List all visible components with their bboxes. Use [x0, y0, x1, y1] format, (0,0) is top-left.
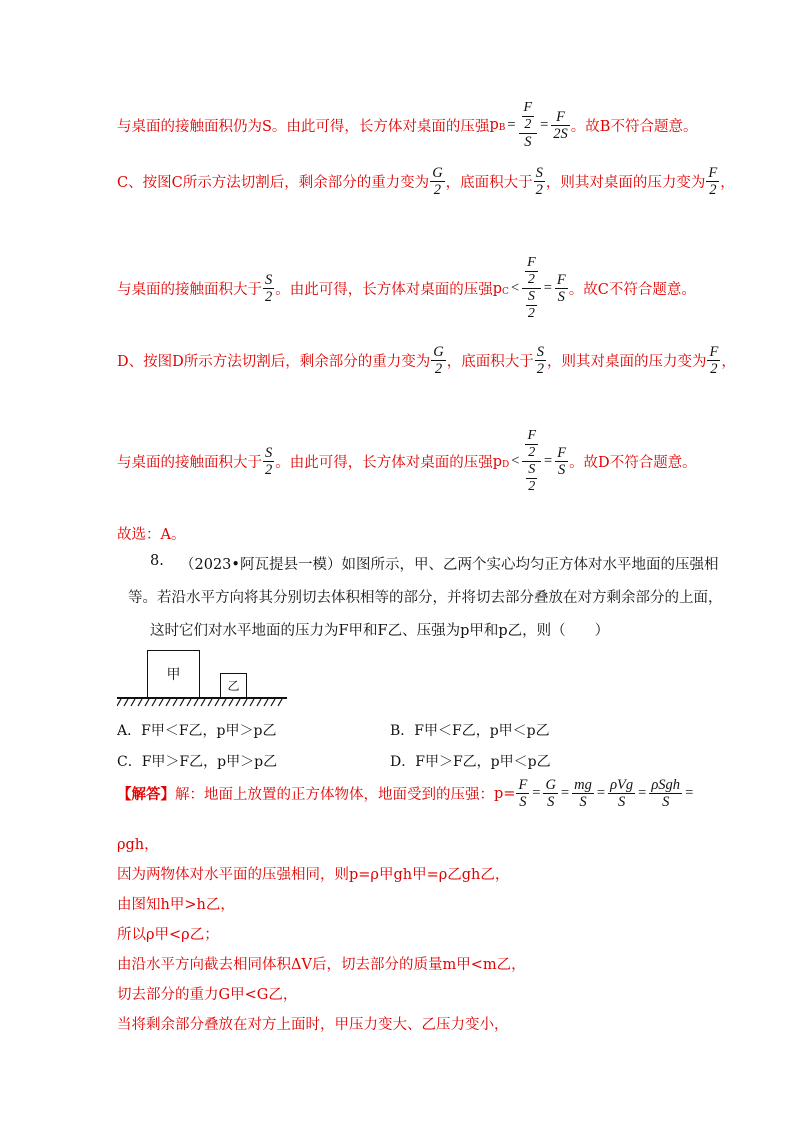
question-line-1: （2023•阿瓦提县一模）如图所示，甲、乙两个实心均匀正方体对水平地面的压强相	[180, 557, 719, 573]
fraction-f-over-2: $\frac{F}{2}$	[708, 165, 718, 198]
p-equals: p=	[494, 785, 516, 802]
line-c2-suffix: 。故C不符合题意。	[568, 282, 696, 298]
less-than-sign: <	[511, 453, 520, 469]
fraction-rhosgh-over-s: $\frac{\text{ρSgh}}{S}$	[651, 777, 681, 810]
line-d2-prefix: 与桌面的接触面积大于	[117, 455, 262, 471]
fraction-f-over-2: $\frac{F}{2}$	[709, 344, 719, 377]
solution-head: 【解答】	[117, 786, 175, 803]
cube-jia: 甲	[147, 650, 200, 698]
answer-previous: 故选：A。	[117, 527, 186, 543]
line-c-mid2: ，则其对桌面的压力变为	[545, 175, 706, 191]
equals-sign: =	[507, 116, 516, 133]
solution-rhogh: ρgh，	[117, 837, 159, 853]
solution-intro: 解：地面上放置的正方体物体，地面受到的压强：	[175, 787, 494, 803]
less-than-sign: <	[510, 280, 520, 296]
equals-sign: =	[543, 280, 552, 296]
line-d2-suffix: 。故D不符合题意。	[569, 455, 697, 471]
fraction-g-over-s: $\frac{G}{S}$	[545, 777, 556, 810]
compound-fraction: $\frac{\frac{F}{2}}{\frac{S}{2}}$	[522, 428, 541, 495]
solution-line-1: 因为两物体对水平面的压强相同，则p=ρ甲gh甲=ρ乙gh乙，	[117, 867, 510, 883]
option-a[interactable]: A．F甲＜F乙，p甲＞p乙	[117, 723, 277, 739]
line-b-suffix: 。故B不符合题意。	[570, 118, 698, 135]
solution-line-2: 由图知h甲>h乙，	[117, 897, 235, 913]
line-c-mid1: ，底面积大于	[445, 175, 533, 191]
line-c2-mid: 。由此可得，长方体对桌面的压强	[275, 282, 493, 298]
equals-sign: =	[638, 785, 647, 801]
line-d-text: D、按图D所示方法切割后，剩余部分的重力变为	[117, 354, 431, 370]
ground-hatch	[117, 697, 287, 709]
pressure-symbol: p	[489, 117, 499, 133]
solution-line-6: 当将剩余部分叠放在对方上面时，甲压力变大、乙压力变小，	[117, 1017, 509, 1033]
fraction-s-over-2: $\frac{S}{2}$	[536, 344, 544, 377]
solution-line-4: 由沿水平方向截去相同体积ΔV后，切去部分的质量m甲<m乙，	[117, 957, 526, 973]
fraction-mg-over-s: $\frac{mg}{S}$	[574, 777, 592, 810]
line-d-conclusion	[117, 428, 697, 495]
equals-sign: =	[532, 785, 541, 801]
equals-sign: =	[596, 785, 606, 801]
question-number: 8.	[150, 553, 164, 569]
fraction-g-over-2: $\frac{G}{2}$	[433, 344, 444, 377]
fraction-f-over-s: $\frac{F}{S}$	[556, 272, 566, 305]
line-d2-mid: 。由此可得，长方体对桌面的压强	[275, 455, 493, 471]
line-c2-prefix: 与桌面的接触面积大于	[117, 282, 262, 298]
solution-line-3: 所以ρ甲<ρ乙；	[117, 927, 219, 943]
option-b[interactable]: B．F甲＜F乙，p甲＜p乙	[390, 723, 550, 739]
line-c-text: C、按图C所示方法切割后，剩余部分的重力变为	[117, 175, 430, 191]
option-c[interactable]: C．F甲＞F乙，p甲＞p乙	[117, 754, 278, 770]
fraction-rhovg-over-s: $\frac{\text{ρVg}}{S}$	[610, 777, 634, 810]
line-d-end: ，	[721, 354, 736, 370]
fraction-s-over-2: $\frac{S}{2}$	[265, 445, 273, 478]
inner-fraction: $\frac{F}{2}$	[523, 100, 533, 132]
line-c-conclusion	[117, 255, 696, 322]
compound-fraction: $\frac{\frac{F}{2}}{\frac{S}{2}}$	[522, 255, 541, 322]
compound-fraction: $\frac{\frac{F}{2}}{S}$	[519, 100, 538, 150]
solution-intro-line	[117, 777, 695, 810]
question-line-3: 这时它们对水平地面的压力为F甲和F乙、压强为p甲和p乙，则（ ）	[150, 623, 610, 639]
equals-sign: =	[544, 453, 553, 469]
line-b-conclusion	[117, 100, 697, 150]
option-d[interactable]: D．F甲＞F乙，p甲＜p乙	[390, 754, 551, 770]
pressure-symbol: p	[492, 453, 503, 470]
equals-sign: =	[685, 785, 694, 801]
fraction-s-over-2: $\frac{S}{2}$	[535, 165, 543, 198]
equals-sign: =	[540, 116, 549, 133]
line-d-method	[117, 344, 736, 377]
pressure-subscript: D	[502, 459, 510, 470]
equals-sign: =	[560, 785, 570, 801]
fraction-g-over-2: $\frac{G}{2}$	[432, 165, 443, 198]
figure-cubes	[117, 645, 287, 705]
fraction-s-over-2: $\frac{S}{2}$	[265, 272, 273, 305]
line-b-prefix: 与桌面的接触面积仍为S。由此可得，长方体对桌面的压强	[117, 118, 490, 135]
line-d-mid1: ，底面积大于	[446, 354, 534, 370]
pressure-subscript: C	[502, 286, 509, 297]
pressure-symbol: p	[492, 280, 503, 297]
fraction-f-over-s: $\frac{F}{S}$	[557, 445, 567, 478]
question-line-2: 等。若沿水平方向将其分别切去体积相等的部分，并将切去部分叠放在对方剩余部分的上面，	[128, 590, 723, 606]
solution-line-5: 切去部分的重力G甲<G乙，	[117, 987, 298, 1003]
fraction: $\frac{F}{2S}$	[553, 108, 568, 142]
fraction-f-over-s: $\frac{F}{S}$	[518, 777, 528, 810]
line-c-method	[117, 165, 735, 198]
pressure-subscript: B	[498, 123, 506, 133]
line-d-mid2: ，则其对桌面的压力变为	[546, 354, 707, 370]
cube-yi: 乙	[220, 673, 247, 698]
line-c-end: ，	[720, 175, 735, 191]
